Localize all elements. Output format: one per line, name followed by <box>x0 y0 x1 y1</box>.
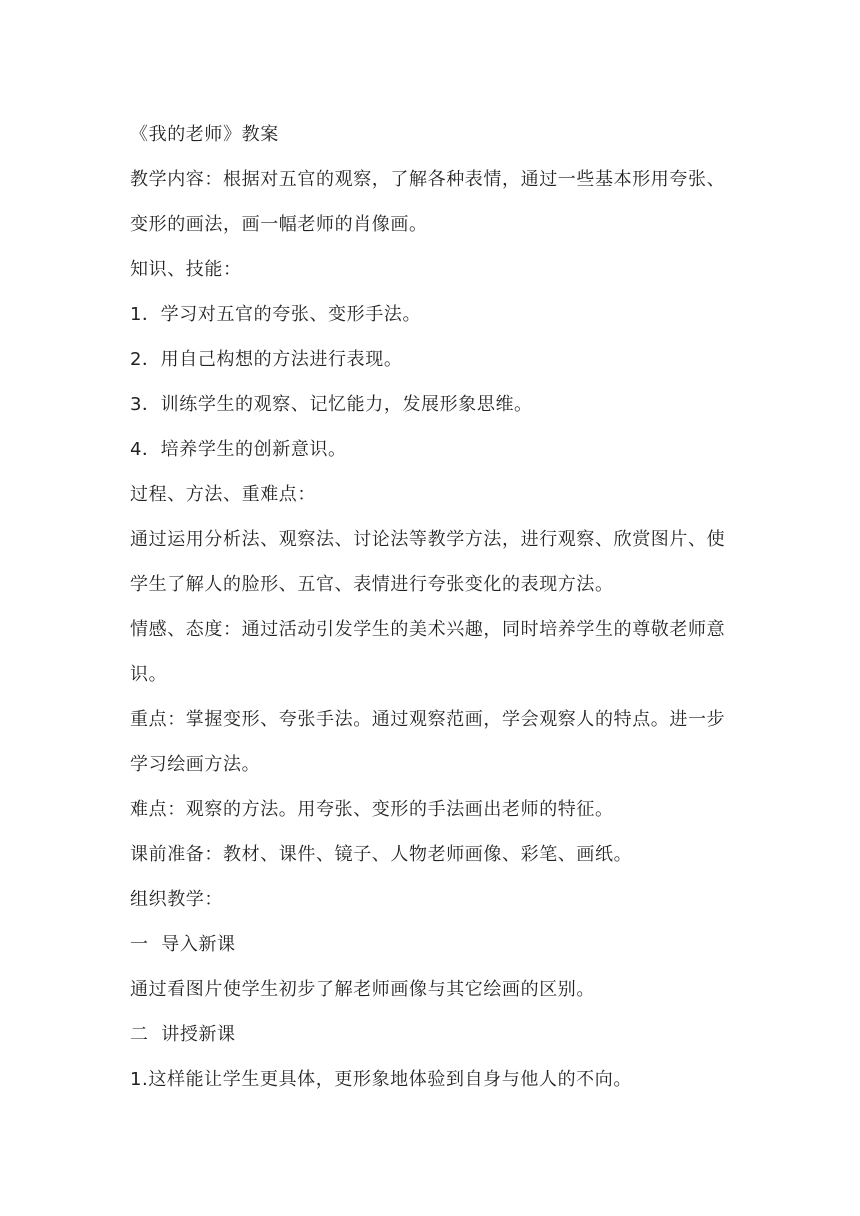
organize-teaching-heading: 组织教学： <box>130 889 223 910</box>
document-title: 《我的老师》教案 <box>130 124 279 145</box>
methods-paragraph: 通过运用分析法、观察法、讨论法等教学方法，进行观察、欣赏图片、使学生了解人的脸形、五官、表情进行夸张变化的表现方法。 <box>130 529 726 595</box>
section-heading-lecture: 二 讲授新课 <box>130 1024 236 1045</box>
list-item: 2．用自己构想的方法进行表现。 <box>130 349 403 370</box>
key-points-paragraph: 重点：掌握变形、夸张手法。通过观察范画，学会观察人的特点。进一步学习绘画方法。 <box>130 709 726 775</box>
emotion-attitude-paragraph: 情感、态度：通过活动引发学生的美术兴趣，同时培养学生的尊敬老师意识。 <box>130 619 726 685</box>
teaching-content-paragraph: 教学内容：根据对五官的观察，了解各种表情，通过一些基本形用夸张、变形的画法，画一幅老师的肖像画。 <box>130 169 726 235</box>
intro-paragraph: 通过看图片使学生初步了解老师画像与其它绘画的区别。 <box>130 979 595 1000</box>
document-body <box>130 112 736 1102</box>
lecture-item-paragraph: 1.这样能让学生更具体，更形象地体验到自身与他人的不向。 <box>130 1069 632 1090</box>
difficulties-paragraph: 难点：观察的方法。用夸张、变形的手法画出老师的特征。 <box>130 799 614 820</box>
list-item: 3．训练学生的观察、记忆能力，发展形象思维。 <box>130 394 533 415</box>
list-item: 1．学习对五官的夸张、变形手法。 <box>130 304 422 325</box>
process-methods-heading: 过程、方法、重难点： <box>130 484 316 505</box>
list-item: 4．培养学生的创新意识。 <box>130 439 347 460</box>
preparation-paragraph: 课前准备：教材、课件、镜子、人物老师画像、彩笔、画纸。 <box>130 844 633 865</box>
section-heading-intro: 一 导入新课 <box>130 934 236 955</box>
knowledge-skills-heading: 知识、技能： <box>130 259 242 280</box>
